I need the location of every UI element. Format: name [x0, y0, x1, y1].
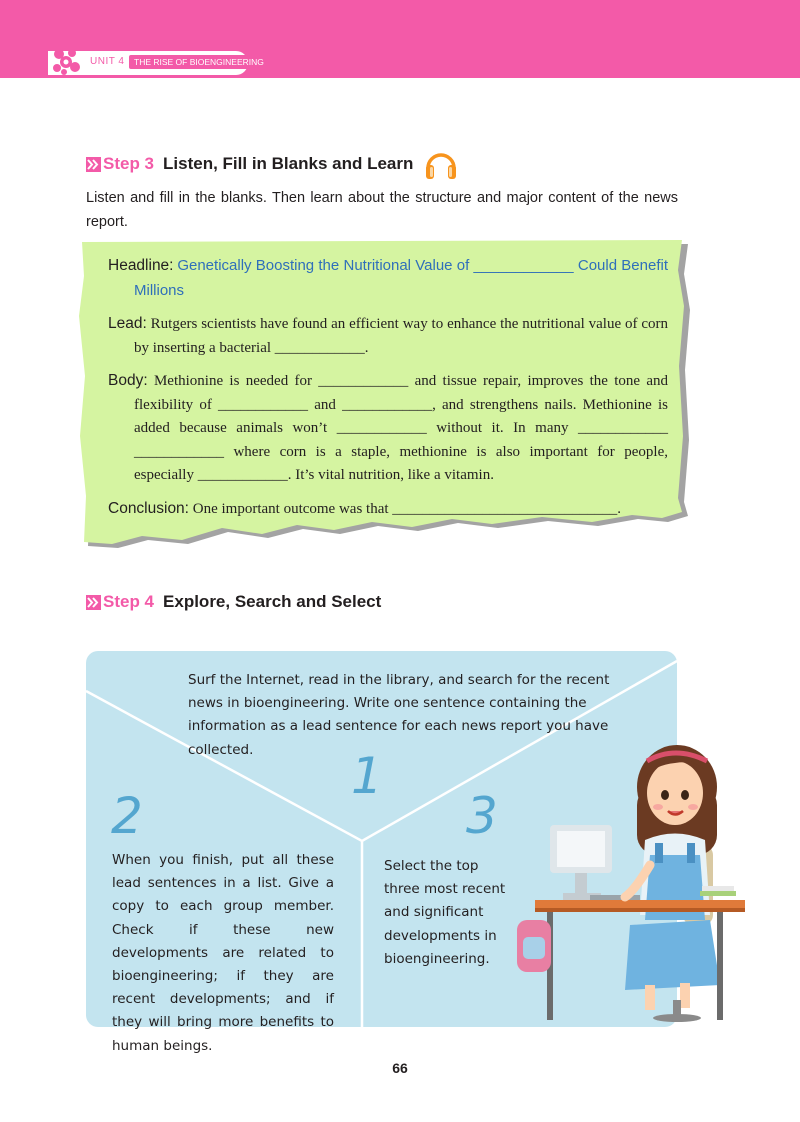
lead-text: Rutgers scientists have found an efficient way to enhance the nutritional value of corn by inserting a bacterial ____________. [134, 316, 669, 356]
conclusion-text: One important outcome was that ______________________________. [192, 500, 622, 517]
step3-instruction: Listen and fill in the blanks. Then learn about the structure and major content of the news report. [86, 190, 678, 230]
task1-number: 1 [351, 747, 383, 805]
headline-text: Genetically Boosting the Nutritional Value of ____________ Could Benefit Millions [134, 257, 668, 299]
note-lead [108, 312, 668, 360]
step3-number: Step 3 [103, 154, 155, 173]
news-note [78, 240, 698, 570]
body-label: Body: [108, 372, 148, 389]
headphones-icon [423, 146, 459, 182]
note-conclusion [108, 497, 668, 522]
task2-number: 2 [111, 787, 143, 845]
unit-label: UNIT 4 [90, 56, 125, 67]
unit-title: THE RISE OF BIOENGINEERING [129, 55, 269, 69]
task3-number: 3 [466, 787, 498, 845]
step3-title: Listen, Fill in Blanks and Learn [163, 154, 414, 173]
conclusion-label: Conclusion: [108, 499, 189, 517]
task3-text: Select the top three most recent and significant developments in bioengineering. [384, 858, 506, 967]
task2-text: When you finish, put all these lead sentences in a list. Give a copy to each group member. Check if these new developments are related to bioengineering; if they are recent developments; and if they will bring more benefits to human beings. [112, 852, 334, 1054]
headline-label: Headline: [108, 257, 174, 274]
note-body-paragraph [108, 369, 668, 488]
double-chevron-icon [86, 157, 101, 172]
double-chevron-icon [86, 595, 101, 610]
step3-heading [86, 146, 459, 182]
lead-label: Lead: [108, 315, 147, 332]
student-at-computer-illustration [505, 715, 745, 1025]
body-text: Methionine is needed for ____________ and tissue repair, improves the tone and flexibility of ____________ and ____________, and strengthens nails. Methionine is added because animals won’t ____________ without it. In many ____________ ____________ where corn is a staple, methionine is also important for people, especially ____________. It’s vital nutrition, like a vitamin. [134, 373, 668, 483]
step4-heading [86, 592, 381, 612]
task1-text: Surf the Internet, read in the library, and search for the recent news in bioengineering. Write one sentence containing the information as a lead sentence for each news report you have collected. [188, 672, 610, 758]
unit-logo-icon [50, 46, 84, 76]
page-number: 66 [392, 1060, 408, 1076]
step4-title: Explore, Search and Select [163, 592, 382, 611]
step4-number: Step 4 [103, 592, 155, 611]
note-headline [108, 254, 668, 303]
